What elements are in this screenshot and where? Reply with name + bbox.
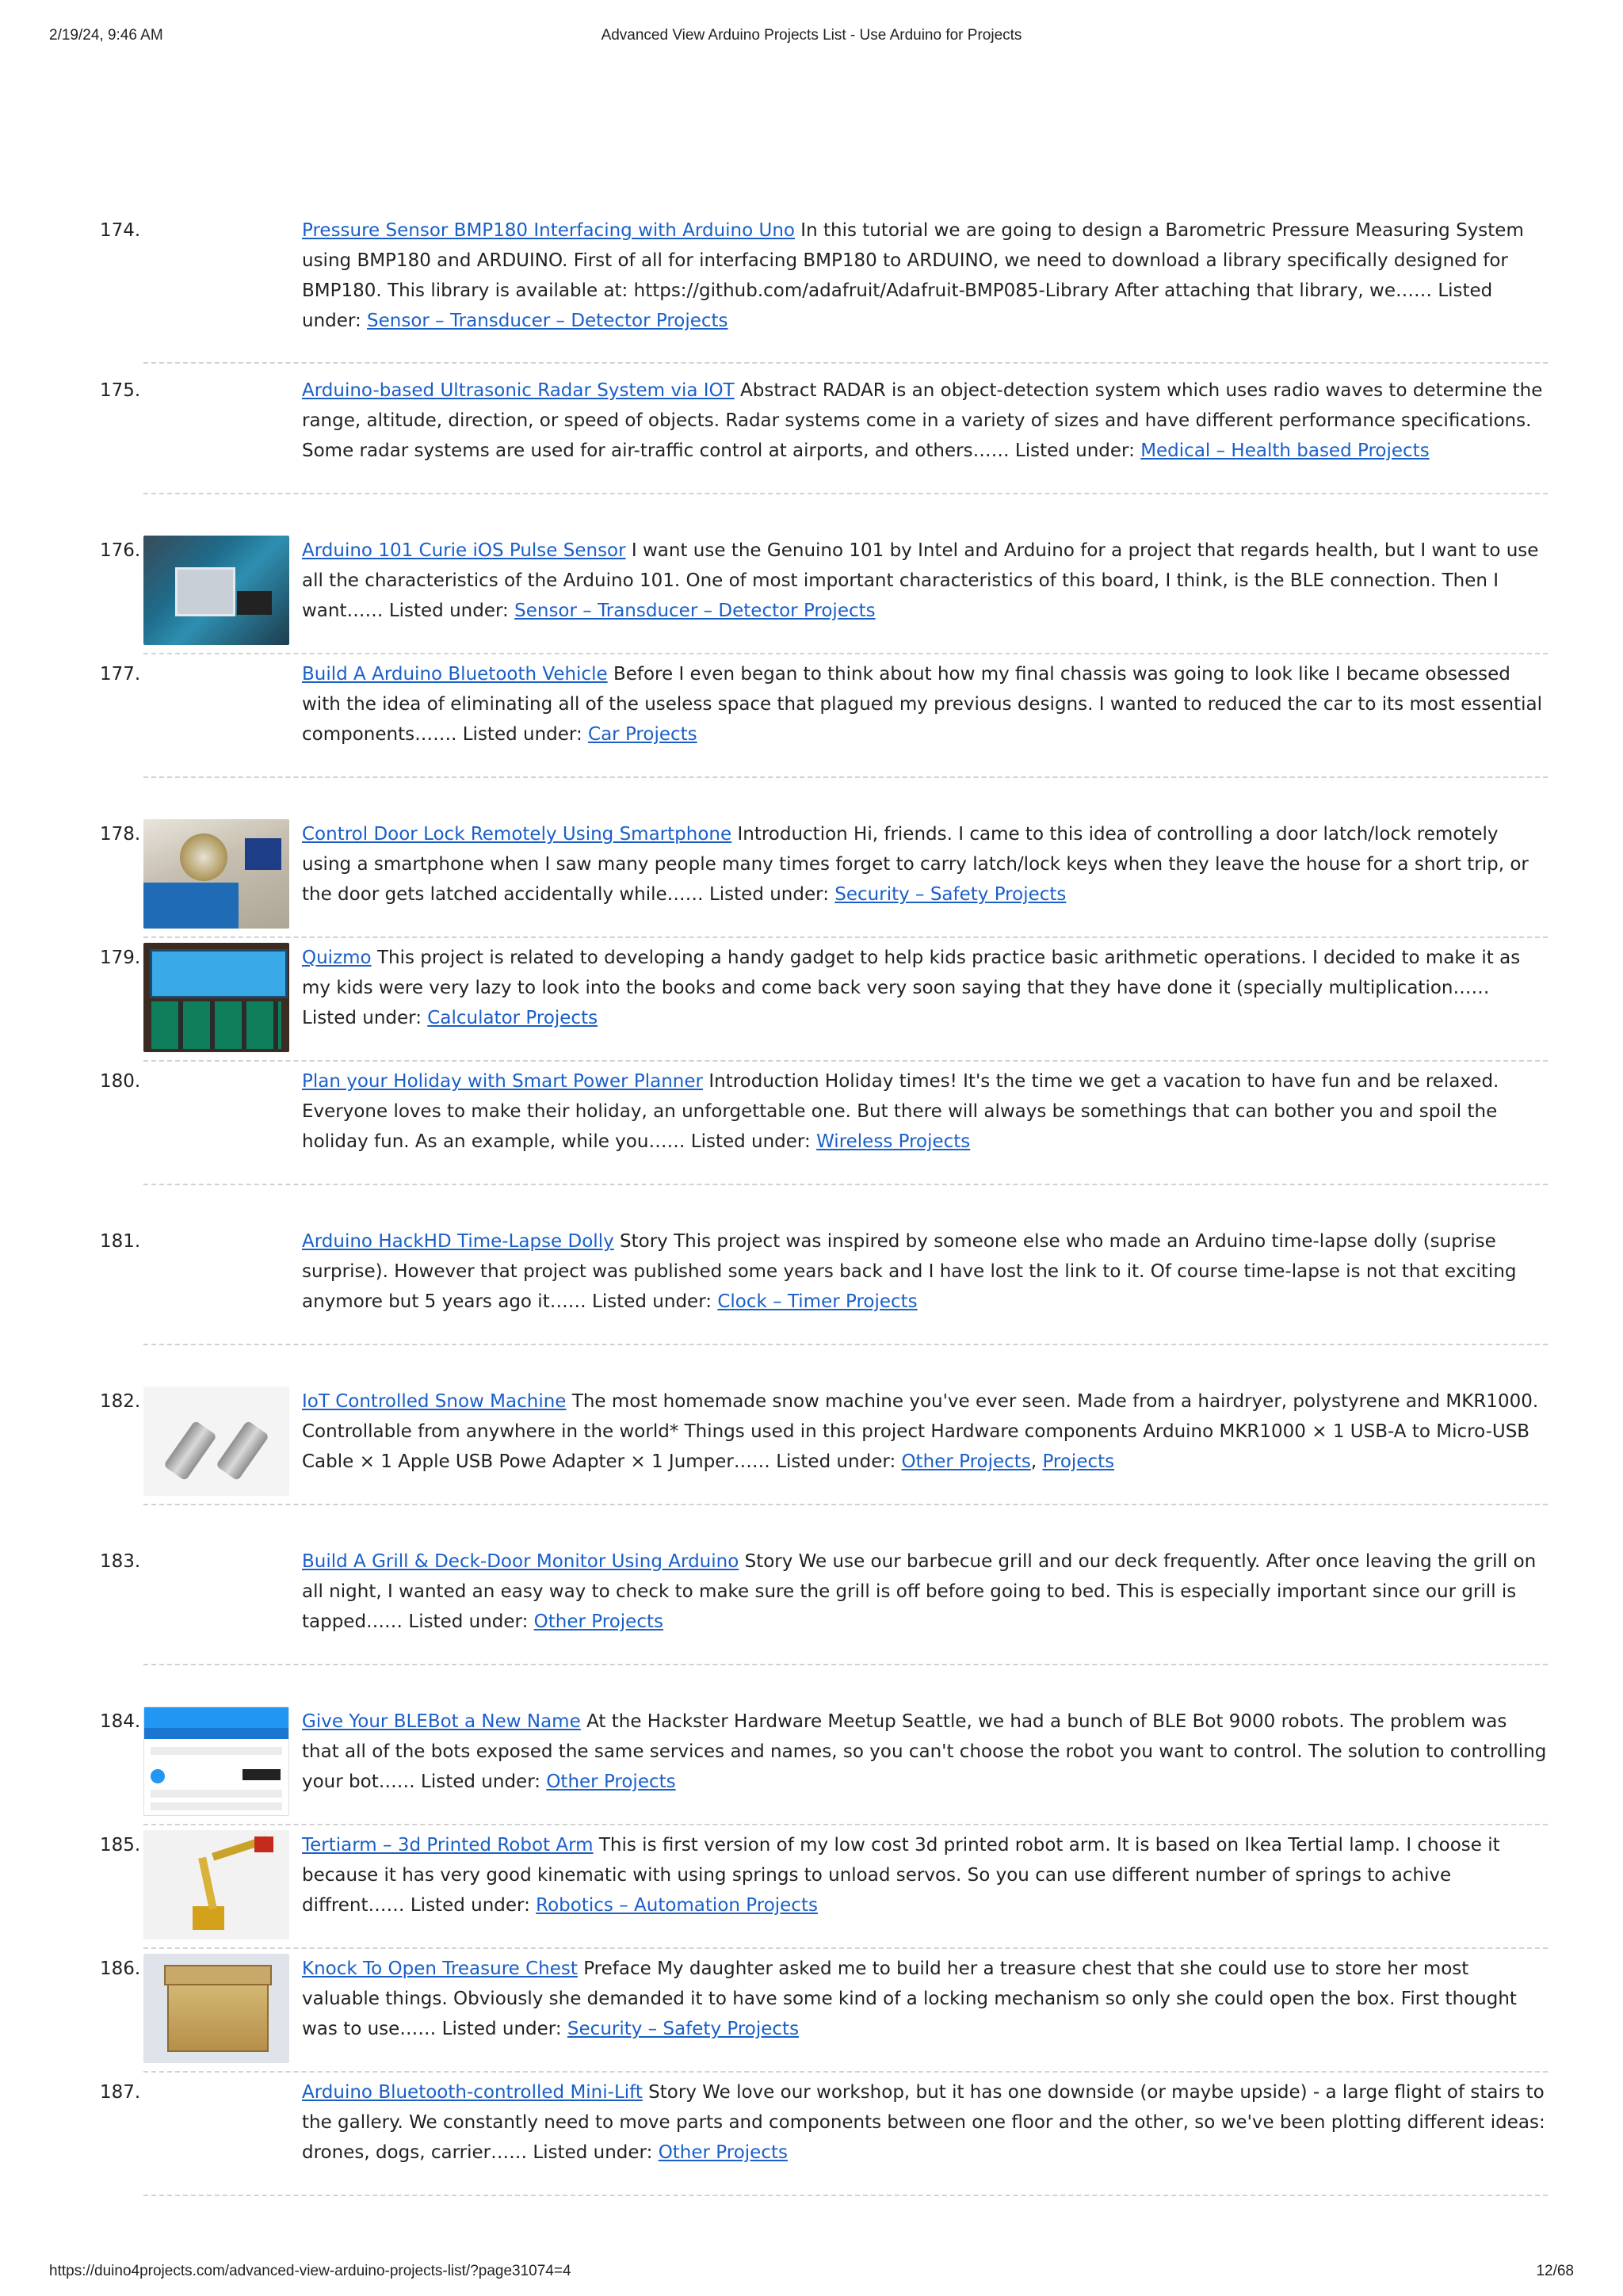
project-title-link[interactable]: Knock To Open Treasure Chest	[302, 1958, 578, 1979]
entry-separator	[143, 1184, 1548, 1185]
sensor-shape	[237, 591, 272, 615]
listed-under-label: Listed under:	[408, 1611, 529, 1632]
entry-number: 176.	[100, 540, 141, 561]
entry-separator	[143, 1060, 1548, 1062]
listed-under-label: Listed under:	[1014, 441, 1135, 461]
project-title-link[interactable]: Plan your Holiday with Smart Power Planner	[302, 1071, 703, 1092]
print-datetime: 2/19/24, 9:46 AM	[49, 27, 163, 44]
listed-under-label: Listed under:	[533, 2142, 653, 2163]
entry-text: IoT Controlled Snow Machine The most homemade snow machine you've ever seen. Made from a hairdryer, polystyrene and MKR1000. Controllable from anywhere in the world* Things used in this project Hardware components Arduino MKR1000 × 1 USB-A to Micro-USB Cable × 1 Apple USB Powe Adapter × 1 Jumper…… Listed under: Other Projects, Projects	[302, 1391, 1539, 1472]
entry-text	[302, 943, 1548, 1033]
entry-number: 183.	[100, 1551, 141, 1572]
category-link[interactable]: Wireless Projects	[816, 1131, 971, 1152]
list-row-shape	[151, 1790, 282, 1798]
category-link[interactable]: Sensor – Transducer – Detector Projects	[367, 311, 728, 331]
project-description: This is first version of my low cost 3d printed robot arm. It is based on Ikea Tertial lamp. I choose it because it has very good kinematic with using springs to unload servos. So you can use different number of springs to achive diffrent……	[302, 1835, 1500, 1916]
category-link[interactable]: Other Projects	[533, 1611, 663, 1632]
entry-number: 184.	[100, 1711, 141, 1732]
project-description: Preface My daughter asked me to build her a treasure chest that she could use to store her most valuable things. Obviously she demanded it to have some kind of a locking mechanism so only she could open the box. First thought was to use……	[302, 1958, 1517, 2039]
project-thumbnail-image[interactable]	[143, 536, 289, 645]
servo-shape	[245, 838, 281, 870]
entry-number: 187.	[100, 2082, 141, 2103]
entry-separator	[143, 2071, 1548, 2073]
entry-number: 177.	[100, 664, 141, 685]
project-description: Story We love our workshop, but it has one downside (or maybe upside) - a large flight of stairs to the gallery. We constantly need to move parts and components between one floor and the other, so we've been plotting different ideas: drones, dogs, carrier……	[302, 2082, 1545, 2163]
listed-under-label: Listed under:	[302, 280, 1493, 331]
listed-under-label: Listed under:	[690, 1131, 811, 1152]
list-row-shape	[151, 1747, 282, 1755]
listed-under-label: Listed under:	[708, 884, 829, 905]
app-tabs-shape	[144, 1728, 288, 1739]
project-title-link[interactable]: Pressure Sensor BMP180 Interfacing with Arduino Uno	[302, 220, 795, 241]
entry-number: 179.	[100, 948, 141, 968]
entry-number: 182.	[100, 1391, 141, 1412]
entry-number: 174.	[100, 220, 141, 241]
entry-number: 180.	[100, 1071, 141, 1092]
project-thumbnail-image[interactable]	[143, 819, 289, 929]
entry-text	[302, 2077, 1548, 2168]
entry-text	[302, 1547, 1548, 1637]
listed-under-label: Listed under:	[592, 1291, 712, 1312]
listed-under-label: Listed under:	[410, 1895, 530, 1916]
project-description: Introduction Holiday times! It's the time we get a vacation to have fun and be relaxed. Everyone loves to make their holiday, an unforgettable one. But there will always be somethings that can bother you and spoil the holiday fun. As an example, while you……	[302, 1071, 1499, 1152]
bluetooth-icon	[151, 1769, 165, 1783]
entry-text	[302, 1830, 1548, 1920]
print-page-number: 12/68	[1536, 2263, 1574, 2279]
entry-separator	[143, 362, 1548, 364]
project-description: Story We use our barbecue grill and our deck frequently. After once leaving the grill on all night, I wanted an easy way to check to make sure the grill is off before going to bed. This is especially important since our grill is tapped……	[302, 1551, 1537, 1632]
project-title-link[interactable]: Build A Arduino Bluetooth Vehicle	[302, 664, 608, 685]
entry-text	[302, 1707, 1548, 1797]
chest-lid-shape	[164, 1965, 272, 1985]
project-description: At the Hackster Hardware Meetup Seattle, we had a bunch of BLE Bot 9000 robots. The problem was that all of the bots exposed the same services and names, so you can't choose the robot you want to control. The solution to controlling your bot……	[302, 1711, 1547, 1792]
category-link[interactable]: Car Projects	[588, 724, 697, 745]
usb-shape	[216, 1421, 269, 1482]
project-description: Story This project was inspired by someone else who made an Arduino time-lapse dolly (suprise surprise). However that project was published some years back and I have lost the link to it. Of course time-lapse is not that exciting anymore but 5 years ago it……	[302, 1231, 1517, 1312]
listed-under-label: Listed under:	[462, 724, 582, 745]
category-link[interactable]: Projects	[1042, 1451, 1115, 1472]
entry-text	[302, 1226, 1548, 1317]
project-title-link[interactable]: Tertiarm – 3d Printed Robot Arm	[302, 1835, 594, 1855]
entry-separator	[143, 2195, 1548, 2196]
project-thumbnail-image[interactable]	[143, 1954, 289, 2063]
entry-separator	[143, 1947, 1548, 1949]
print-page-title: Advanced View Arduino Projects List - Use Arduino for Projects	[601, 27, 1022, 44]
project-title-link[interactable]: Arduino 101 Curie iOS Pulse Sensor	[302, 540, 626, 561]
category-link[interactable]: Security – Safety Projects	[567, 2019, 800, 2039]
listed-under-label: Listed under:	[421, 1772, 541, 1792]
print-header	[49, 27, 1574, 48]
board-shape	[143, 883, 239, 929]
project-description: In this tutorial we are going to design a Barometric Pressure Measuring System using BMP180 and ARDUINO. First of all for interfacing BMP180 to ARDUINO, we need to download a library specifically designed for BMP180. This library is available at: https://github.com/adafruit/Adafruit-BMP085-Library After attaching that library, we……	[302, 220, 1524, 301]
project-title-link[interactable]: Control Door Lock Remotely Using Smartphone	[302, 824, 732, 845]
entry-text	[302, 376, 1548, 466]
entry-number: 186.	[100, 1958, 141, 1979]
listed-under-label: Listed under:	[441, 2019, 562, 2039]
listed-under-label: Listed under:	[776, 1451, 896, 1472]
entry-text	[302, 1066, 1548, 1157]
lock-shape	[180, 833, 227, 881]
listed-under-label: Listed under:	[388, 601, 509, 621]
project-title-link[interactable]: Arduino-based Ultrasonic Radar System via IOT	[302, 380, 735, 401]
app-toolbar-shape	[144, 1707, 288, 1728]
entry-separator	[143, 1344, 1548, 1345]
entry-text	[302, 659, 1548, 749]
entry-number: 175.	[100, 380, 141, 401]
project-description: Before I even began to think about how my final chassis was going to look like I became obsessed with the idea of eliminating all of the useless space that plagued my previous designs. I wanted to reduced the car to its most essential components…….	[302, 664, 1542, 745]
category-link[interactable]: Sensor – Transducer – Detector Projects	[514, 601, 876, 621]
category-link[interactable]: Robotics – Automation Projects	[536, 1895, 818, 1916]
category-link[interactable]: Other Projects	[901, 1451, 1031, 1472]
connect-button-shape	[242, 1769, 281, 1780]
category-link[interactable]: Clock – Timer Projects	[717, 1291, 918, 1312]
project-title-link[interactable]: Give Your BLEBot a New Name	[302, 1711, 581, 1732]
project-description: I want use the Genuino 101 by Intel and Arduino for a project that regards health, but I want to use all the characteristics of the Arduino 101. One of most important characteristics of this board, I think, is the BLE connection. Then I want……	[302, 540, 1539, 621]
project-thumbnail-image[interactable]	[143, 1830, 289, 1939]
project-title-link[interactable]: Build A Grill & Deck-Door Monitor Using Arduino	[302, 1551, 739, 1572]
arm-segment-shape	[198, 1857, 217, 1910]
project-title-link[interactable]: IoT Controlled Snow Machine	[302, 1391, 567, 1412]
board-shape	[175, 567, 235, 616]
listed-under-label: Listed under:	[302, 1008, 422, 1028]
project-description: Introduction Hi, friends. I came to this idea of controlling a door latch/lock remotely using a smartphone when I saw many people many times forget to carry latch/lock keys when they leave the house for a short trip, or the door gets latched accidentally while……	[302, 824, 1529, 905]
entry-separator	[143, 1824, 1548, 1825]
category-link[interactable]: Other Projects	[546, 1772, 676, 1792]
category-link[interactable]: Medical – Health based Projects	[1140, 441, 1430, 461]
entry-separator	[143, 936, 1548, 938]
project-description: Abstract RADAR is an object-detection system which uses radio waves to determine the range, altitude, direction, or speed of objects. Radar systems come in a variety of sizes and have different performance specifications. Some radar systems are used for air-traffic control at airports, and others……	[302, 380, 1543, 461]
usb-shape	[163, 1421, 217, 1482]
project-thumbnail-image[interactable]	[143, 943, 289, 1052]
category-link[interactable]: Calculator Projects	[427, 1008, 598, 1028]
entry-text	[302, 536, 1548, 626]
project-title-link[interactable]: Arduino HackHD Time-Lapse Dolly	[302, 1231, 614, 1252]
entry-text	[302, 215, 1548, 336]
arm-head-shape	[254, 1836, 273, 1852]
project-thumbnail-image[interactable]	[143, 1386, 289, 1496]
keypad-shape	[151, 1001, 281, 1049]
category-link[interactable]: Other Projects	[658, 2142, 788, 2163]
list-row-shape	[151, 1802, 282, 1810]
entry-separator	[143, 776, 1548, 778]
entry-separator	[143, 1504, 1548, 1505]
print-footer	[49, 2263, 1574, 2283]
entry-separator	[143, 1664, 1548, 1665]
entry-separator	[143, 653, 1548, 654]
print-url: https://duino4projects.com/advanced-view-arduino-projects-list/?page31074=4	[49, 2263, 571, 2279]
entry-number: 185.	[100, 1835, 141, 1855]
entry-number: 181.	[100, 1231, 141, 1252]
project-thumbnail-image[interactable]	[143, 1707, 289, 1816]
arm-base-shape	[193, 1906, 224, 1930]
project-title-link[interactable]: Quizmo	[302, 948, 372, 968]
category-link[interactable]: Security – Safety Projects	[834, 884, 1067, 905]
entry-separator	[143, 493, 1548, 494]
entry-text	[302, 1954, 1548, 2044]
entry-text	[302, 819, 1548, 910]
lcd-shape	[150, 949, 288, 998]
project-description: The most homemade snow machine you've ever seen. Made from a hairdryer, polystyrene and MKR1000. Controllable from anywhere in the world* Things used in this project Hardware components Arduino MKR1000 × 1 USB-A to Micro-USB Cable × 1 Apple USB Powe Adapter × 1 Jumper……	[302, 1391, 1539, 1472]
entry-number: 178.	[100, 824, 141, 845]
project-description: This project is related to developing a handy gadget to help kids practice basic arithmetic operations. I decided to make it as my kids were very lazy to look into the books and come back very soon saying that they have done it (specially multiplication……	[302, 948, 1521, 998]
project-title-link[interactable]: Arduino Bluetooth-controlled Mini-Lift	[302, 2082, 643, 2103]
